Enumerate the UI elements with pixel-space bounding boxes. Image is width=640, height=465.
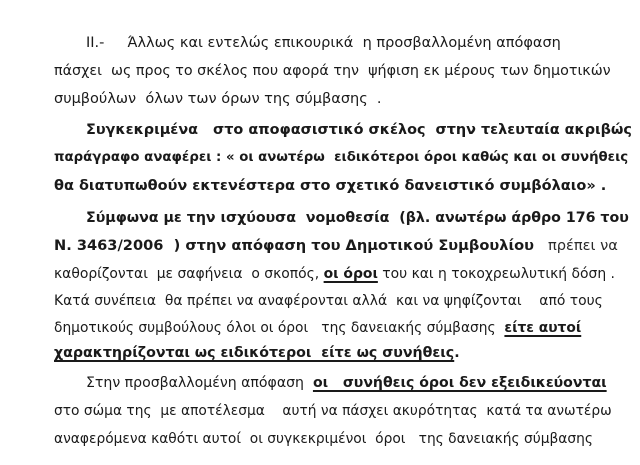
line-11-text: δημοτικούς συμβούλους όλοι οι όροι της δανειακής σύμβασης bbox=[54, 320, 505, 336]
line-12-period: . bbox=[454, 345, 460, 361]
line-13 bbox=[86, 373, 607, 393]
line-13-text: Στην προσβαλλομένη απόφαση bbox=[86, 375, 313, 391]
line-2-text: πάσχει ως προς το σκέλος που αφορά την ψήφιση εκ μέρους των δημοτικών bbox=[54, 63, 611, 79]
line-9-text-a: καθορίζονται με σαφήνεια ο σκοπός, bbox=[54, 266, 324, 282]
line-10 bbox=[54, 291, 603, 311]
line-5-text: παράγραφο αναφέρει : « οι ανωτέρω ειδικότεροι όροι καθώς και οι συνήθεις bbox=[54, 150, 629, 165]
line-8-light-text: πρέπει να bbox=[534, 237, 618, 254]
line-7 bbox=[86, 208, 629, 228]
underlined-phrase-start: είτε αυτοί bbox=[504, 320, 582, 336]
line-5 bbox=[54, 148, 628, 168]
line-6 bbox=[54, 176, 606, 196]
line-15 bbox=[54, 429, 593, 449]
line-1 bbox=[86, 33, 561, 53]
underlined-phrase-end: χαρακτηρίζονται ως ειδικότεροι είτε ως συνήθεις bbox=[54, 345, 455, 361]
line-14 bbox=[54, 401, 612, 421]
line-14-text: στο σώμα της με αποτέλεσμα αυτή να πάσχει ακυρότητας κατά τα ανωτέρω bbox=[54, 403, 612, 419]
line-3-text: συμβούλων όλων των όρων της σύμβασης . bbox=[54, 91, 382, 107]
line-4 bbox=[86, 120, 632, 140]
line-4-text: Συγκεκριμένα στο αποφασιστικό σκέλος στην τελευταία ακριβώς bbox=[86, 122, 632, 138]
line-1-text: ΙΙ.- Άλλως και εντελώς επικουρικά η προσβαλλομένη απόφαση bbox=[86, 35, 561, 51]
underlined-conclusion: οι συνήθεις όροι δεν εξειδικεύονται bbox=[312, 375, 607, 391]
line-8 bbox=[54, 236, 618, 256]
line-6-text: θα διατυπωθούν εκτενέστερα στο σχετικό δανειστικό συμβόλαιο» . bbox=[54, 178, 607, 194]
line-2 bbox=[54, 61, 611, 81]
line-9-text-b: του και η τοκοχρεωλυτική δόση . bbox=[377, 266, 615, 282]
underlined-terms: οι όροι bbox=[323, 266, 378, 282]
line-7-text: Σύμφωνα με την ισχύουσα νομοθεσία (βλ. ανωτέρω άρθρο 176 του bbox=[86, 210, 629, 226]
line-11 bbox=[54, 318, 581, 338]
line-15-text: αναφερόμενα καθότι αυτοί οι συγκεκριμένοι όροι της δανειακής σύμβασης bbox=[54, 431, 593, 447]
line-10-text: Κατά συνέπεια θα πρέπει να αναφέρονται αλλά και να ψηφίζονται από τους bbox=[54, 293, 603, 309]
line-8-text: Ν. 3463/2006 ) στην απόφαση του Δημοτικού Συμβουλίου bbox=[54, 237, 535, 254]
line-9 bbox=[54, 264, 615, 284]
line-3 bbox=[54, 89, 382, 109]
line-12 bbox=[54, 343, 460, 363]
